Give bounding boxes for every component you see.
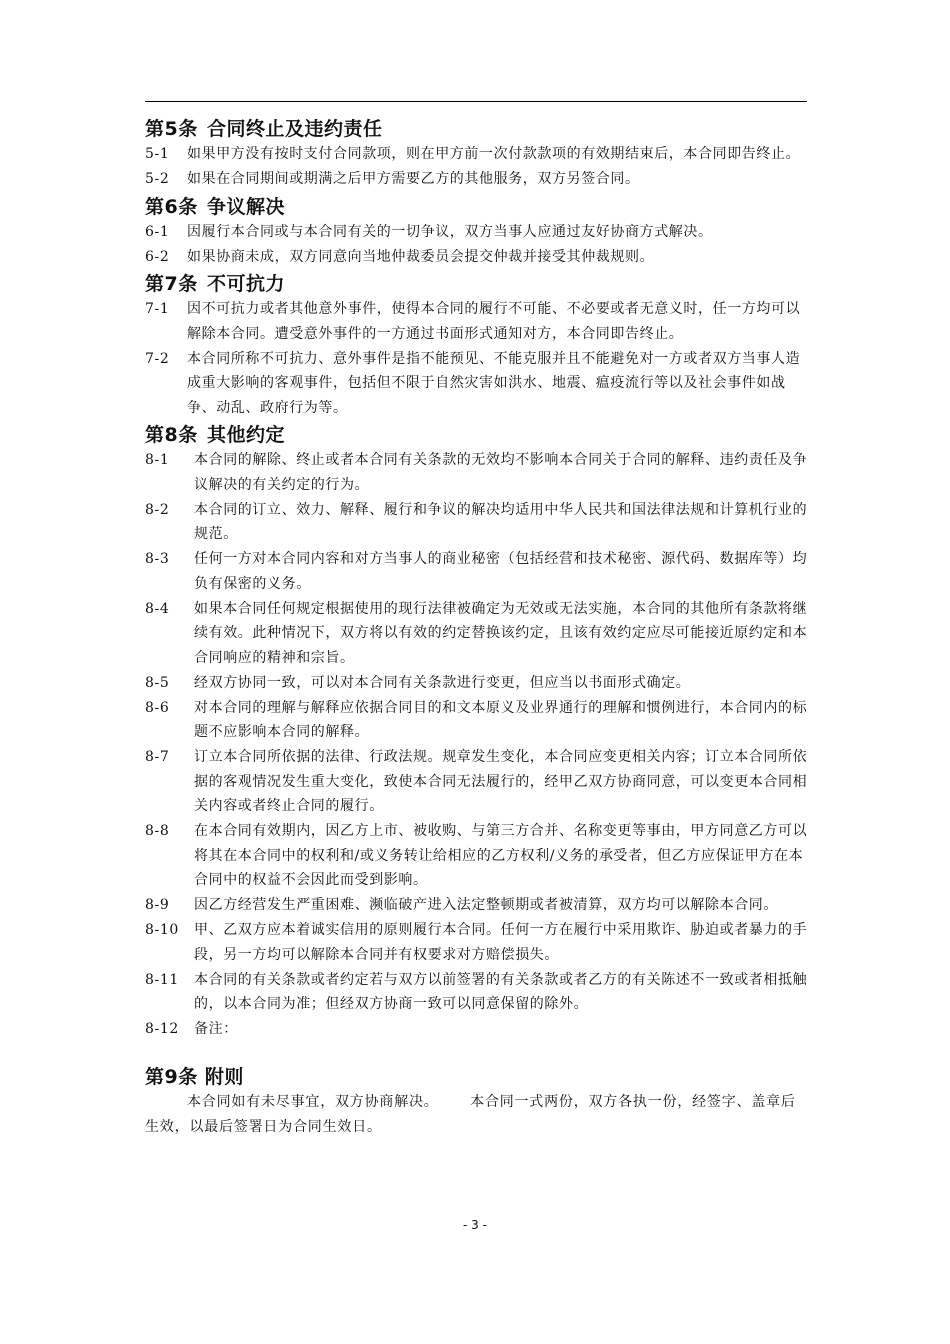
clause-text: 对本合同的理解与解释应依据合同目的和文本原义及业界通行的理解和惯例进行，本合同内的标题不应影响本合同的解释。 <box>194 699 808 740</box>
clause <box>145 142 809 167</box>
clause <box>145 597 809 671</box>
section-number: 第5条 <box>145 118 198 140</box>
clause-text: 经双方协同一致，可以对本合同有关条款进行变更，但应当以书面形式确定。 <box>194 674 691 691</box>
clause-number: 8-4 <box>145 600 170 617</box>
clause-number: 8-5 <box>145 674 170 691</box>
section-number: 第7条 <box>145 273 198 295</box>
clause-number: 8-10 <box>145 922 179 938</box>
clause-text: 备注： <box>194 1021 238 1037</box>
spacer <box>145 1042 809 1062</box>
clause-text: 甲、乙双方应本着诚实信用的原则履行本合同。任何一方在履行中采用欺诈、胁迫或者暴力的手段，另一方均可以解除本合同并有权要求对方赔偿损失。 <box>194 922 808 963</box>
clause-number: 8-7 <box>145 749 170 765</box>
clause-text: 本合同所称不可抗力、意外事件是指不能预见、不能克服并且不能避免对一方或者双方当事人造成重大影响的客观事件，包括但不限于自然灾害如洪水、地震、瘟疫流行等以及社会事件如战争、动乱、政府行为等。 <box>187 350 801 416</box>
clause-text: 任何一方对本合同内容和对方当事人的商业秘密（包括经营和技术秘密、源代码、数据库等）均负有保密的义务。 <box>194 551 808 592</box>
clause-text: 本合同的解除、终止或者本合同有关条款的无效均不影响本合同关于合同的解释、违约责任及争议解决的有关约定的行为。 <box>194 452 808 493</box>
clause <box>145 498 809 547</box>
clause-number: 8-6 <box>145 699 170 716</box>
section-title: 合同终止及违约责任 <box>207 118 383 140</box>
clause-text: 本合同的有关条款或者约定若与双方以前签署的有关条款或者乙方的有关陈述不一致或者相抵触的，以本合同为准；但经双方协商一致可以同意保留的除外。 <box>194 971 808 1012</box>
clause <box>145 893 809 918</box>
clause <box>145 745 809 819</box>
header-rule <box>145 101 807 102</box>
clause-text: 本合同的订立、效力、解释、履行和争议的解决均适用中华人民共和国法律法规和计算机行业的规范。 <box>194 501 808 542</box>
clause-text: 因乙方经营发生严重困难、濒临破产进入法定整顿期或者被清算，双方均可以解除本合同。 <box>194 897 778 913</box>
clause-text: 如果甲方没有按时支付合同款项，则在甲方前一次付款款项的有效期结束后，本合同即告终止。 <box>187 146 801 162</box>
clause-text: 订立本合同所依据的法律、行政法规。规章发生变化，本合同应变更相关内容；订立本合同所依据的客观情况发生重大变化，致使本合同无法履行的，经甲乙双方协商同意，可以变更本合同相关内容或者终止合同的履行。 <box>194 749 808 814</box>
clause <box>145 167 809 192</box>
section-8-heading <box>145 423 809 447</box>
clause-number: 6-2 <box>145 248 170 265</box>
clause <box>145 819 809 893</box>
page-number: - 3 - <box>463 1218 487 1232</box>
section-number: 第9条 <box>145 1066 198 1088</box>
section-7-heading <box>145 272 809 296</box>
section-title: 附则 <box>204 1066 244 1088</box>
clause <box>145 696 809 745</box>
clause <box>145 448 809 497</box>
clause <box>145 297 809 346</box>
clause-number: 8-9 <box>145 897 170 913</box>
clause-number: 8-2 <box>145 501 170 518</box>
clause <box>145 918 809 967</box>
clause-number: 6-1 <box>145 223 170 240</box>
clause-number: 5-2 <box>145 171 170 187</box>
clause-text: 如果协商未成，双方同意向当地仲裁委员会提交仲裁并接受其仲裁规则。 <box>187 248 655 265</box>
section-title: 不可抗力 <box>207 273 286 295</box>
section-9-heading <box>145 1065 809 1089</box>
clause-text: 如果在合同期间或期满之后甲方需要乙方的其他服务，双方另签合同。 <box>187 171 640 187</box>
clause <box>145 347 809 421</box>
clause-number: 8-1 <box>145 452 170 468</box>
clause <box>145 245 809 270</box>
clause-text: 因不可抗力或者其他意外事件，使得本合同的履行不可能、不必要或者无意义时，任一方均可以解除本合同。遭受意外事件的一方通过书面形式通知对方，本合同即告终止。 <box>187 301 801 342</box>
section-number: 第6条 <box>145 195 198 218</box>
clause-number: 8-3 <box>145 551 170 567</box>
clause-number: 8-12 <box>145 1021 179 1037</box>
clause-number: 8-8 <box>145 823 170 839</box>
clause-number: 7-1 <box>145 301 170 317</box>
section-6-heading <box>145 195 809 219</box>
section-5-heading <box>145 117 809 141</box>
clause <box>145 1017 809 1042</box>
clause-number: 5-1 <box>145 146 170 162</box>
clause-text: 因履行本合同或与本合同有关的一切争议，双方当事人应通过友好协商方式解决。 <box>187 223 713 240</box>
clause-text: 如果本合同任何规定根据使用的现行法律被确定为无效或无法实施，本合同的其他所有条款将继续有效。此种情况下，双方将以有效的约定替换该约定，且该有效约定应尽可能接近原约定和本合同响应的精神和宗旨。 <box>194 600 808 666</box>
clause-text: 在本合同有效期内，因乙方上市、被收购、与第三方合并、名称变更等事由，甲方同意乙方可以将其在本合同中的权利和/或义务转让给相应的乙方权利/义务的承受者，但乙方应保证甲方在本合同中的权益不会因此而受到影响。 <box>194 823 808 888</box>
clause <box>145 220 809 245</box>
section-title: 争议解决 <box>207 195 286 218</box>
section-title: 其他约定 <box>207 424 286 446</box>
clause <box>145 671 809 696</box>
clause <box>145 547 809 596</box>
clause <box>145 968 809 1017</box>
clause-number: 8-11 <box>145 971 179 988</box>
document-body <box>145 114 809 1140</box>
section-number: 第8条 <box>145 424 198 446</box>
section-9-paragraph: 本合同如有未尽事宜，双方协商解决。 本合同一式两份，双方各执一份，经签字、盖章后生效，以最后签署日为合同生效日。 <box>145 1094 796 1135</box>
clause-number: 7-2 <box>145 350 170 367</box>
